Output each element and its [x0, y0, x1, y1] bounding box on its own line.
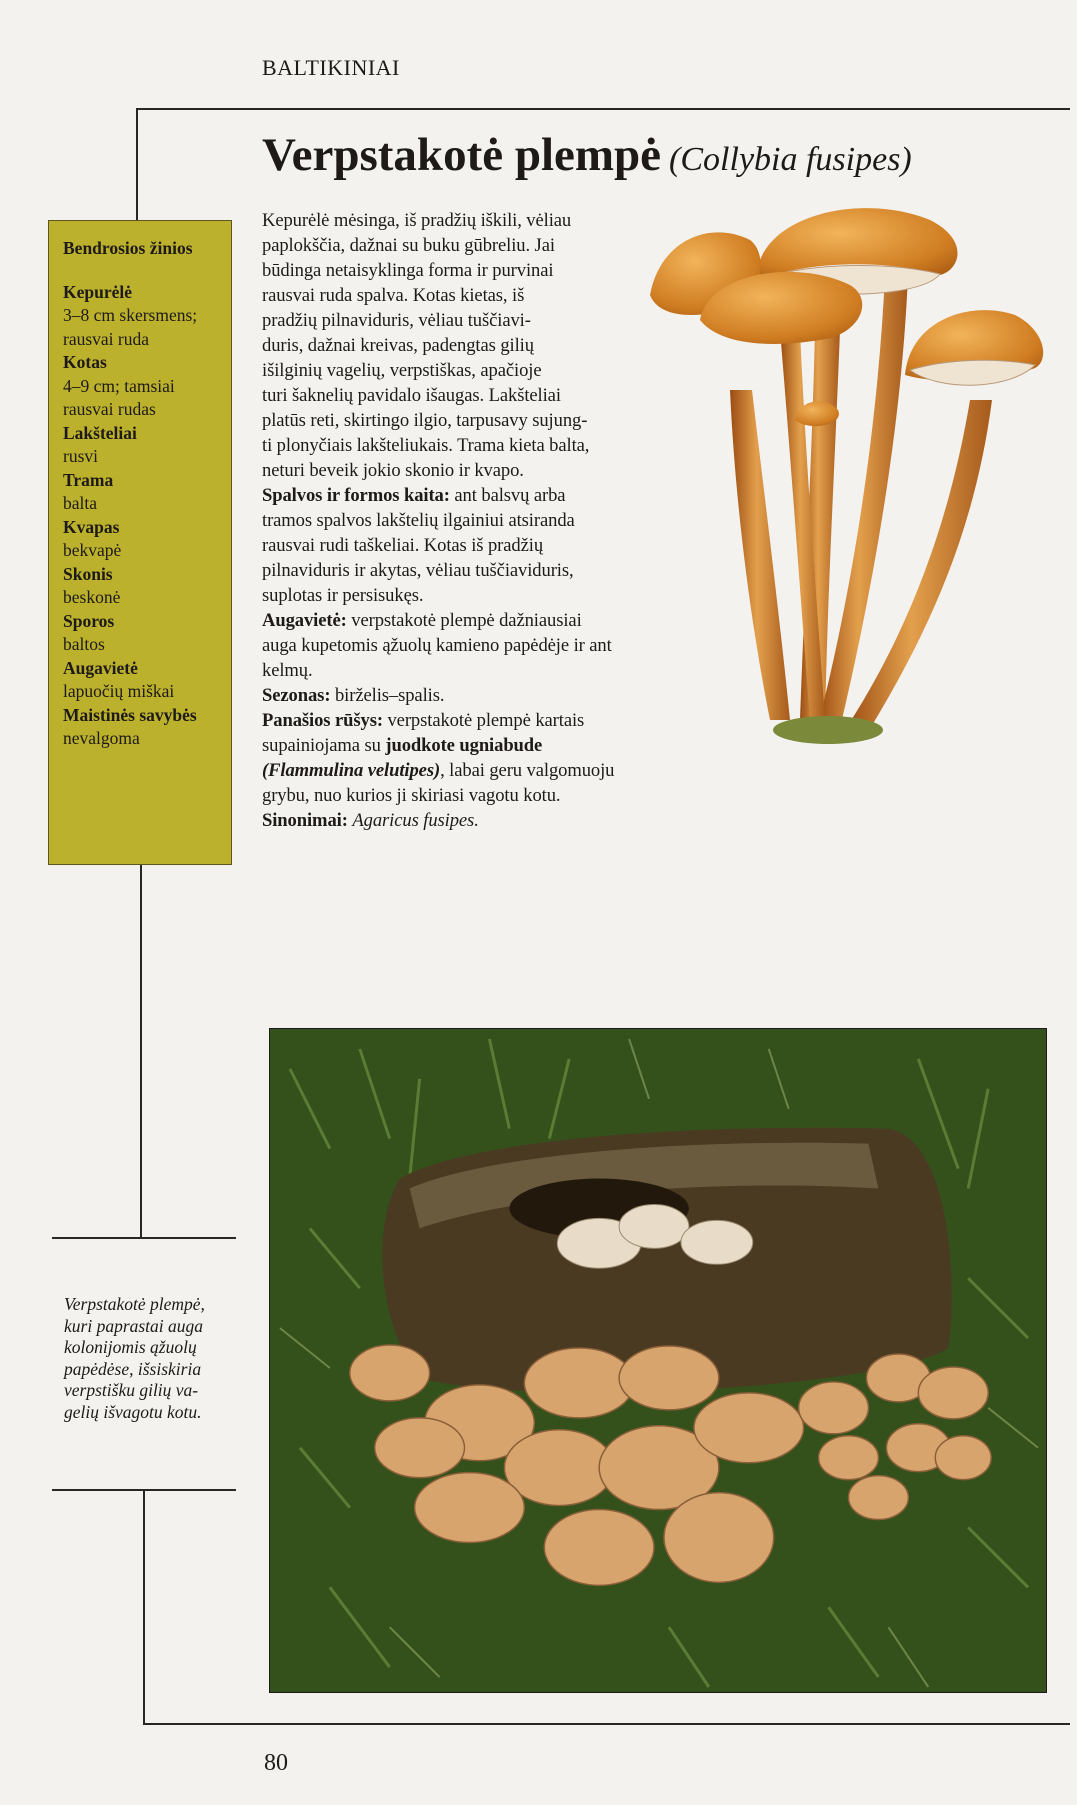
sidebar-item-value: baltos [63, 634, 105, 654]
frame-left-line-middle [140, 865, 142, 1237]
frame-left-line-lower [143, 1489, 145, 1725]
sidebar-item-value: rusvi [63, 446, 98, 466]
synonyms-label: Sinonimai: [262, 810, 348, 831]
sidebar-item-value: bekvapė [63, 540, 122, 560]
habitat-photograph [269, 1028, 1047, 1693]
sidebar-item-label: Kotas [63, 352, 107, 372]
sidebar-item-value: rausvai rudas [63, 399, 156, 419]
sidebar-heading: Bendrosios žinios [63, 238, 193, 258]
similar-species-latin: (Flammulina velutipes) [262, 760, 441, 781]
sidebar-item-value: lapuočių miškai [63, 681, 175, 701]
sidebar-item-label: Lakšteliai [63, 422, 137, 443]
sidebar-item-value: 4–9 cm; tamsiai [63, 375, 175, 396]
variation-label: Spalvos ir formos kaita: [262, 485, 450, 506]
season-text: birželis–spalis. [330, 685, 445, 706]
general-info-sidebar [48, 220, 232, 865]
sidebar-item-value: 3–8 cm skersmens; [63, 305, 198, 325]
sidebar-item-value: beskonė [63, 587, 121, 607]
season-label: Sezonas: [262, 685, 331, 706]
similar-species-name: juodkote ugniabude [385, 735, 543, 756]
habitat-text: verpstakotė plempė dažniausiai auga kupetomis ąžuolų kamieno papėdėje ir ant kelmų. [262, 610, 612, 681]
frame-left-line-upper [136, 108, 138, 220]
sidebar-item-label: Skonis [63, 563, 113, 584]
title-latin-name: (Collybia fusipes) [669, 141, 912, 178]
sidebar-item-value: nevalgoma [63, 728, 140, 748]
page-number: 80 [264, 1750, 288, 1776]
page-title [262, 128, 912, 182]
synonyms-text: Agaricus fusipes. [352, 810, 479, 831]
variation-text: ant balsvų arba tramos spalvos lakštelių ilgainiui atsiranda rausvai rudi taškeliai. Kotas iš pradžių pilnaviduris ir akytas, vėliau tuščiaviduris, suplotas ir persisukęs. [262, 485, 575, 606]
title-common-name: Verpstakotė plempė [262, 129, 662, 181]
mushroom-illustration [640, 200, 1060, 760]
similar-species-label: Panašios rūšys: [262, 710, 383, 731]
running-head: BALTIKINIAI [262, 55, 400, 80]
sidebar-item-label: Augavietė [63, 657, 138, 678]
similar-species-text-1: verpstakotė plempė kartais supainiojama su [262, 710, 585, 756]
sidebar-item-label: Trama [63, 469, 114, 490]
sidebar-item-list [63, 281, 231, 751]
sidebar-item-value: rausvai ruda [63, 328, 150, 349]
similar-species-text-2: , labai geru valgomuoju grybu, nuo kurios ji skiriasi vagotu kotu. [262, 760, 615, 806]
sidebar-item-label: Sporos [63, 610, 115, 631]
intro-paragraph: Kepurėlė mėsinga, iš pradžių iškili, vėliau paplokščia, dažnai su buku gūbreliu. Jai būdinga netaisyklinga forma ir purvinai rausvai ruda spalva. Kotas kietas, iš pradžių pilnaviduris, vėliau tuščiavi- duris, dažnai kreivas, padengtas gilių išilginių vagelių, verpstiškas, apačioje turi šaknelių pavidalo išaugas. Lakšteliai platūs reti, skirtingo ilgio, tarpusavy sujung- ti plonyčiais lakšteliukais. Trama kieta balta, neturi beveik jokio skonio ir kvapo. [262, 210, 590, 481]
frame-bottom-line [143, 1723, 1070, 1725]
description-text [262, 208, 614, 833]
caption-top-rule [52, 1237, 236, 1239]
frame-top-line [136, 108, 1070, 110]
sidebar-item-label: Maistinės savybės [63, 704, 197, 725]
sidebar-item-value: balta [63, 493, 98, 513]
sidebar-item-label: Kvapas [63, 516, 120, 537]
sidebar-item-label: Kepurėlė [63, 281, 133, 302]
photo-caption: Verpstakotė plempė, kuri paprastai auga kolonijomis ąžuolų papėdėse, išsiskiria verpstišku gilių va- gelių išvagotu kotu. [64, 1294, 205, 1422]
habitat-label: Augavietė: [262, 610, 347, 631]
